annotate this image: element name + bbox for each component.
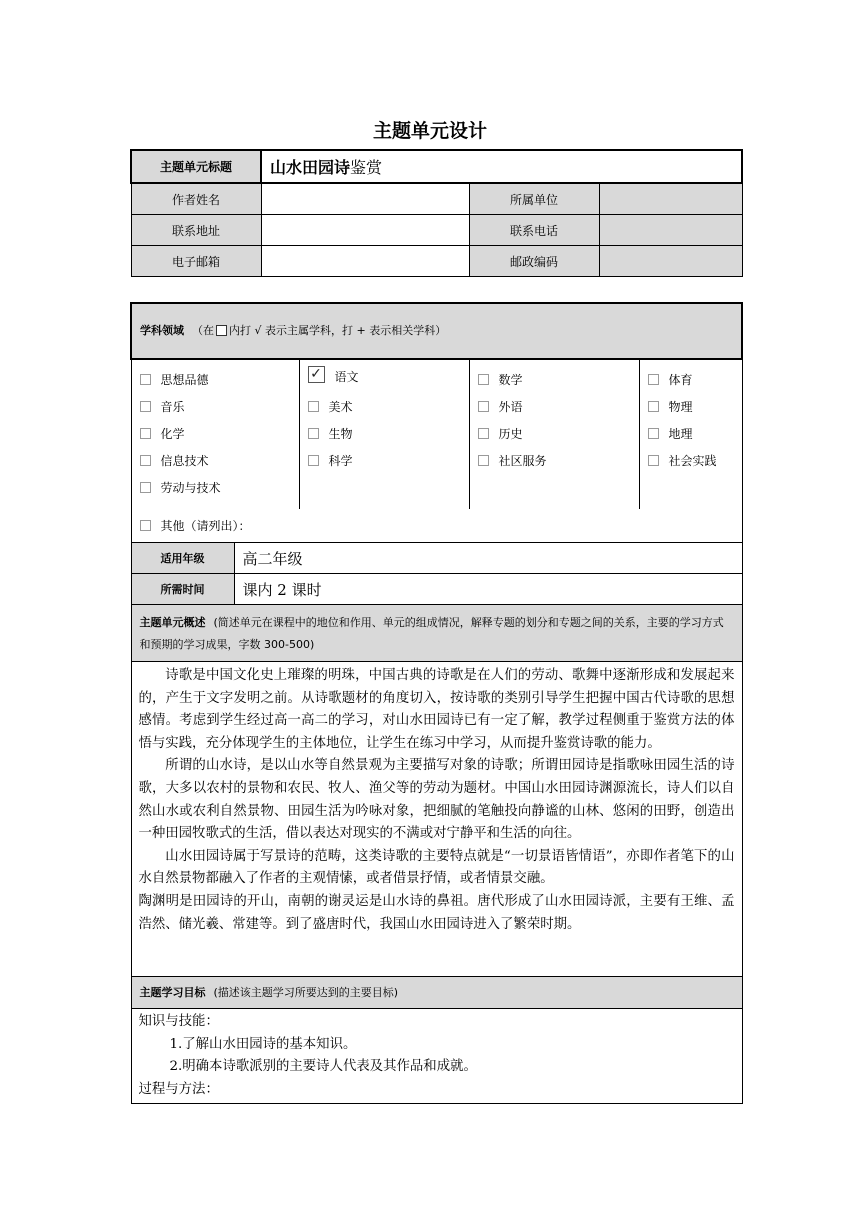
unit-title-label: 主题单元标题: [131, 150, 261, 183]
grade-label: 适用年级: [131, 543, 234, 574]
checked-checkbox-icon[interactable]: ✓: [308, 366, 325, 383]
address-field[interactable]: [261, 215, 469, 246]
subject-option[interactable]: 数学: [478, 370, 639, 397]
subject-option[interactable]: 生物: [308, 424, 469, 451]
goals-header: [131, 977, 742, 1009]
subject-column-2: [299, 359, 469, 509]
grade-value[interactable]: 高二年级: [234, 543, 742, 574]
checkbox-icon[interactable]: [140, 401, 151, 412]
author-name-label: 作者姓名: [131, 183, 261, 215]
unit-title-rest: 鉴赏: [350, 158, 383, 177]
time-value[interactable]: 课内 2 课时: [234, 574, 742, 605]
subject-option[interactable]: 社区服务: [478, 451, 639, 478]
overview-paragraph: 诗歌是中国文化史上璀璨的明珠，中国古典的诗歌是在人们的劳动、歌舞中逐渐形成和发展起来的，产生于文字发明之前。从诗歌题材的角度切入，按诗歌的类别引导学生把握中国古代诗歌的思想感情。考虑到学生经过高一高二的学习，对山水田园诗已有一定了解，教学过程侧重于鉴赏方法的体悟与实践，充分体现学生的主体地位，让学生在练习中学习，从而提升鉴赏诗歌的能力。: [138, 668, 735, 751]
subject-area-label: 学科领域: [140, 324, 184, 337]
overview-explain: (简述单元在课程中的地位和作用、单元的组成情况，解释专题的划分和专题之间的关系，主要的学习方式和预期的学习成果，字数 300-500): [139, 616, 724, 651]
postcode-label: 邮政编码: [469, 246, 599, 277]
checkbox-icon[interactable]: [140, 482, 151, 493]
unit-title-value[interactable]: [261, 150, 742, 183]
checkbox-icon[interactable]: [648, 428, 659, 439]
overview-paragraph: 所谓的山水诗，是以山水等自然景观为主要描写对象的诗歌；所谓田园诗是指歌咏田园生活的诗歌，大多以农村的景物和农民、牧人、渔父等的劳动为题材。中国山水田园诗渊源流长，诗人们以自然山水或农利自然景物、田园生活为吟咏对象，把细腻的笔触投向静谧的山林、悠闲的田野，创造出一种田园牧歌式的生活，借以表达对现实的不满或对宁静平和生活的向往。: [138, 758, 735, 842]
subject-column-4: [639, 359, 742, 509]
checkbox-sample-icon: [216, 325, 227, 336]
checkbox-icon[interactable]: [140, 374, 151, 385]
goals-explain: (描述该主题学习所要达到的主要目标): [213, 985, 399, 999]
subject-option[interactable]: 外语: [478, 397, 639, 424]
checkbox-icon[interactable]: [308, 428, 319, 439]
checkbox-icon[interactable]: [478, 428, 489, 439]
overview-label: 主题单元概述: [139, 616, 206, 629]
checkbox-icon[interactable]: [308, 401, 319, 412]
subject-option[interactable]: 化学: [140, 424, 299, 451]
subject-column-3: [469, 359, 639, 509]
checkbox-icon[interactable]: [478, 455, 489, 466]
subject-option[interactable]: 物理: [648, 397, 742, 424]
checkbox-icon[interactable]: [648, 374, 659, 385]
unit-title-bold: 山水田园诗: [270, 158, 351, 177]
affiliation-label: 所属单位: [469, 183, 599, 215]
subject-option[interactable]: ✓ 语文: [308, 367, 469, 397]
checkbox-icon[interactable]: [140, 428, 151, 439]
time-label: 所需时间: [131, 574, 234, 605]
subject-area-header: [131, 303, 742, 359]
page-title: 主题单元设计: [372, 120, 487, 142]
overview-paragraph: 陶渊明是田园诗的开山，南朝的谢灵运是山水诗的鼻祖。唐代形成了山水田园诗派，主要有王维、孟浩然、储光羲、常建等。到了盛唐时代，我国山水田园诗进入了繁荣时期。: [138, 893, 735, 932]
goal-item: 2.明确本诗歌派别的主要诗人代表及其作品和成就。: [169, 1059, 477, 1075]
checkbox-icon[interactable]: [140, 520, 151, 531]
checkbox-icon[interactable]: [648, 401, 659, 412]
subject-option[interactable]: 地理: [648, 424, 742, 451]
email-field[interactable]: [261, 246, 469, 277]
subject-other-option[interactable]: [131, 509, 742, 543]
goals-body[interactable]: [131, 1009, 742, 1104]
header-info-table: [130, 149, 743, 277]
subject-option[interactable]: 音乐: [140, 397, 299, 424]
overview-body[interactable]: [131, 662, 742, 977]
phone-field[interactable]: [599, 215, 742, 246]
subject-option[interactable]: 思想品德: [140, 370, 299, 397]
checkbox-icon[interactable]: [478, 401, 489, 412]
phone-label: 联系电话: [469, 215, 599, 246]
subject-option[interactable]: 体育: [648, 370, 742, 397]
goals-label: 主题学习目标: [139, 985, 206, 999]
checkbox-icon[interactable]: [648, 455, 659, 466]
subject-other-label: 其他（请列出）：: [160, 519, 251, 533]
subject-area-hint: 内打 √ 表示主属学科，打 + 表示相关学科）: [229, 324, 447, 337]
subject-area-hint-pre: （在: [192, 324, 214, 337]
address-label: 联系地址: [131, 215, 261, 246]
checkbox-icon[interactable]: [308, 455, 319, 466]
checkbox-icon[interactable]: [140, 455, 151, 466]
affiliation-field[interactable]: [599, 183, 742, 215]
overview-paragraph: 山水田园诗属于写景诗的范畴，这类诗歌的主要特点就是“一切景语皆情语”，亦即作者笔下的山水自然景物都融入了作者的主观情愫，或者借景抒情，或者情景交融。: [138, 848, 735, 887]
subject-option[interactable]: 信息技术: [140, 451, 299, 478]
design-table: [130, 302, 743, 1104]
subject-option[interactable]: 历史: [478, 424, 639, 451]
postcode-field[interactable]: [599, 246, 742, 277]
goals-heading-process: 过程与方法：: [138, 1081, 219, 1097]
subject-option[interactable]: 美术: [308, 397, 469, 424]
checkbox-icon[interactable]: [478, 374, 489, 385]
goal-item: 1.了解山水田园诗的基本知识。: [169, 1036, 357, 1052]
email-label: 电子邮箱: [131, 246, 261, 277]
overview-header: [131, 605, 742, 662]
subject-column-1: [131, 359, 299, 509]
subject-option[interactable]: 社会实践: [648, 451, 742, 478]
subject-option[interactable]: 劳动与技术: [140, 478, 299, 505]
goals-heading-knowledge: 知识与技能：: [138, 1014, 219, 1029]
author-name-field[interactable]: [261, 183, 469, 215]
subject-option[interactable]: 科学: [308, 451, 469, 478]
